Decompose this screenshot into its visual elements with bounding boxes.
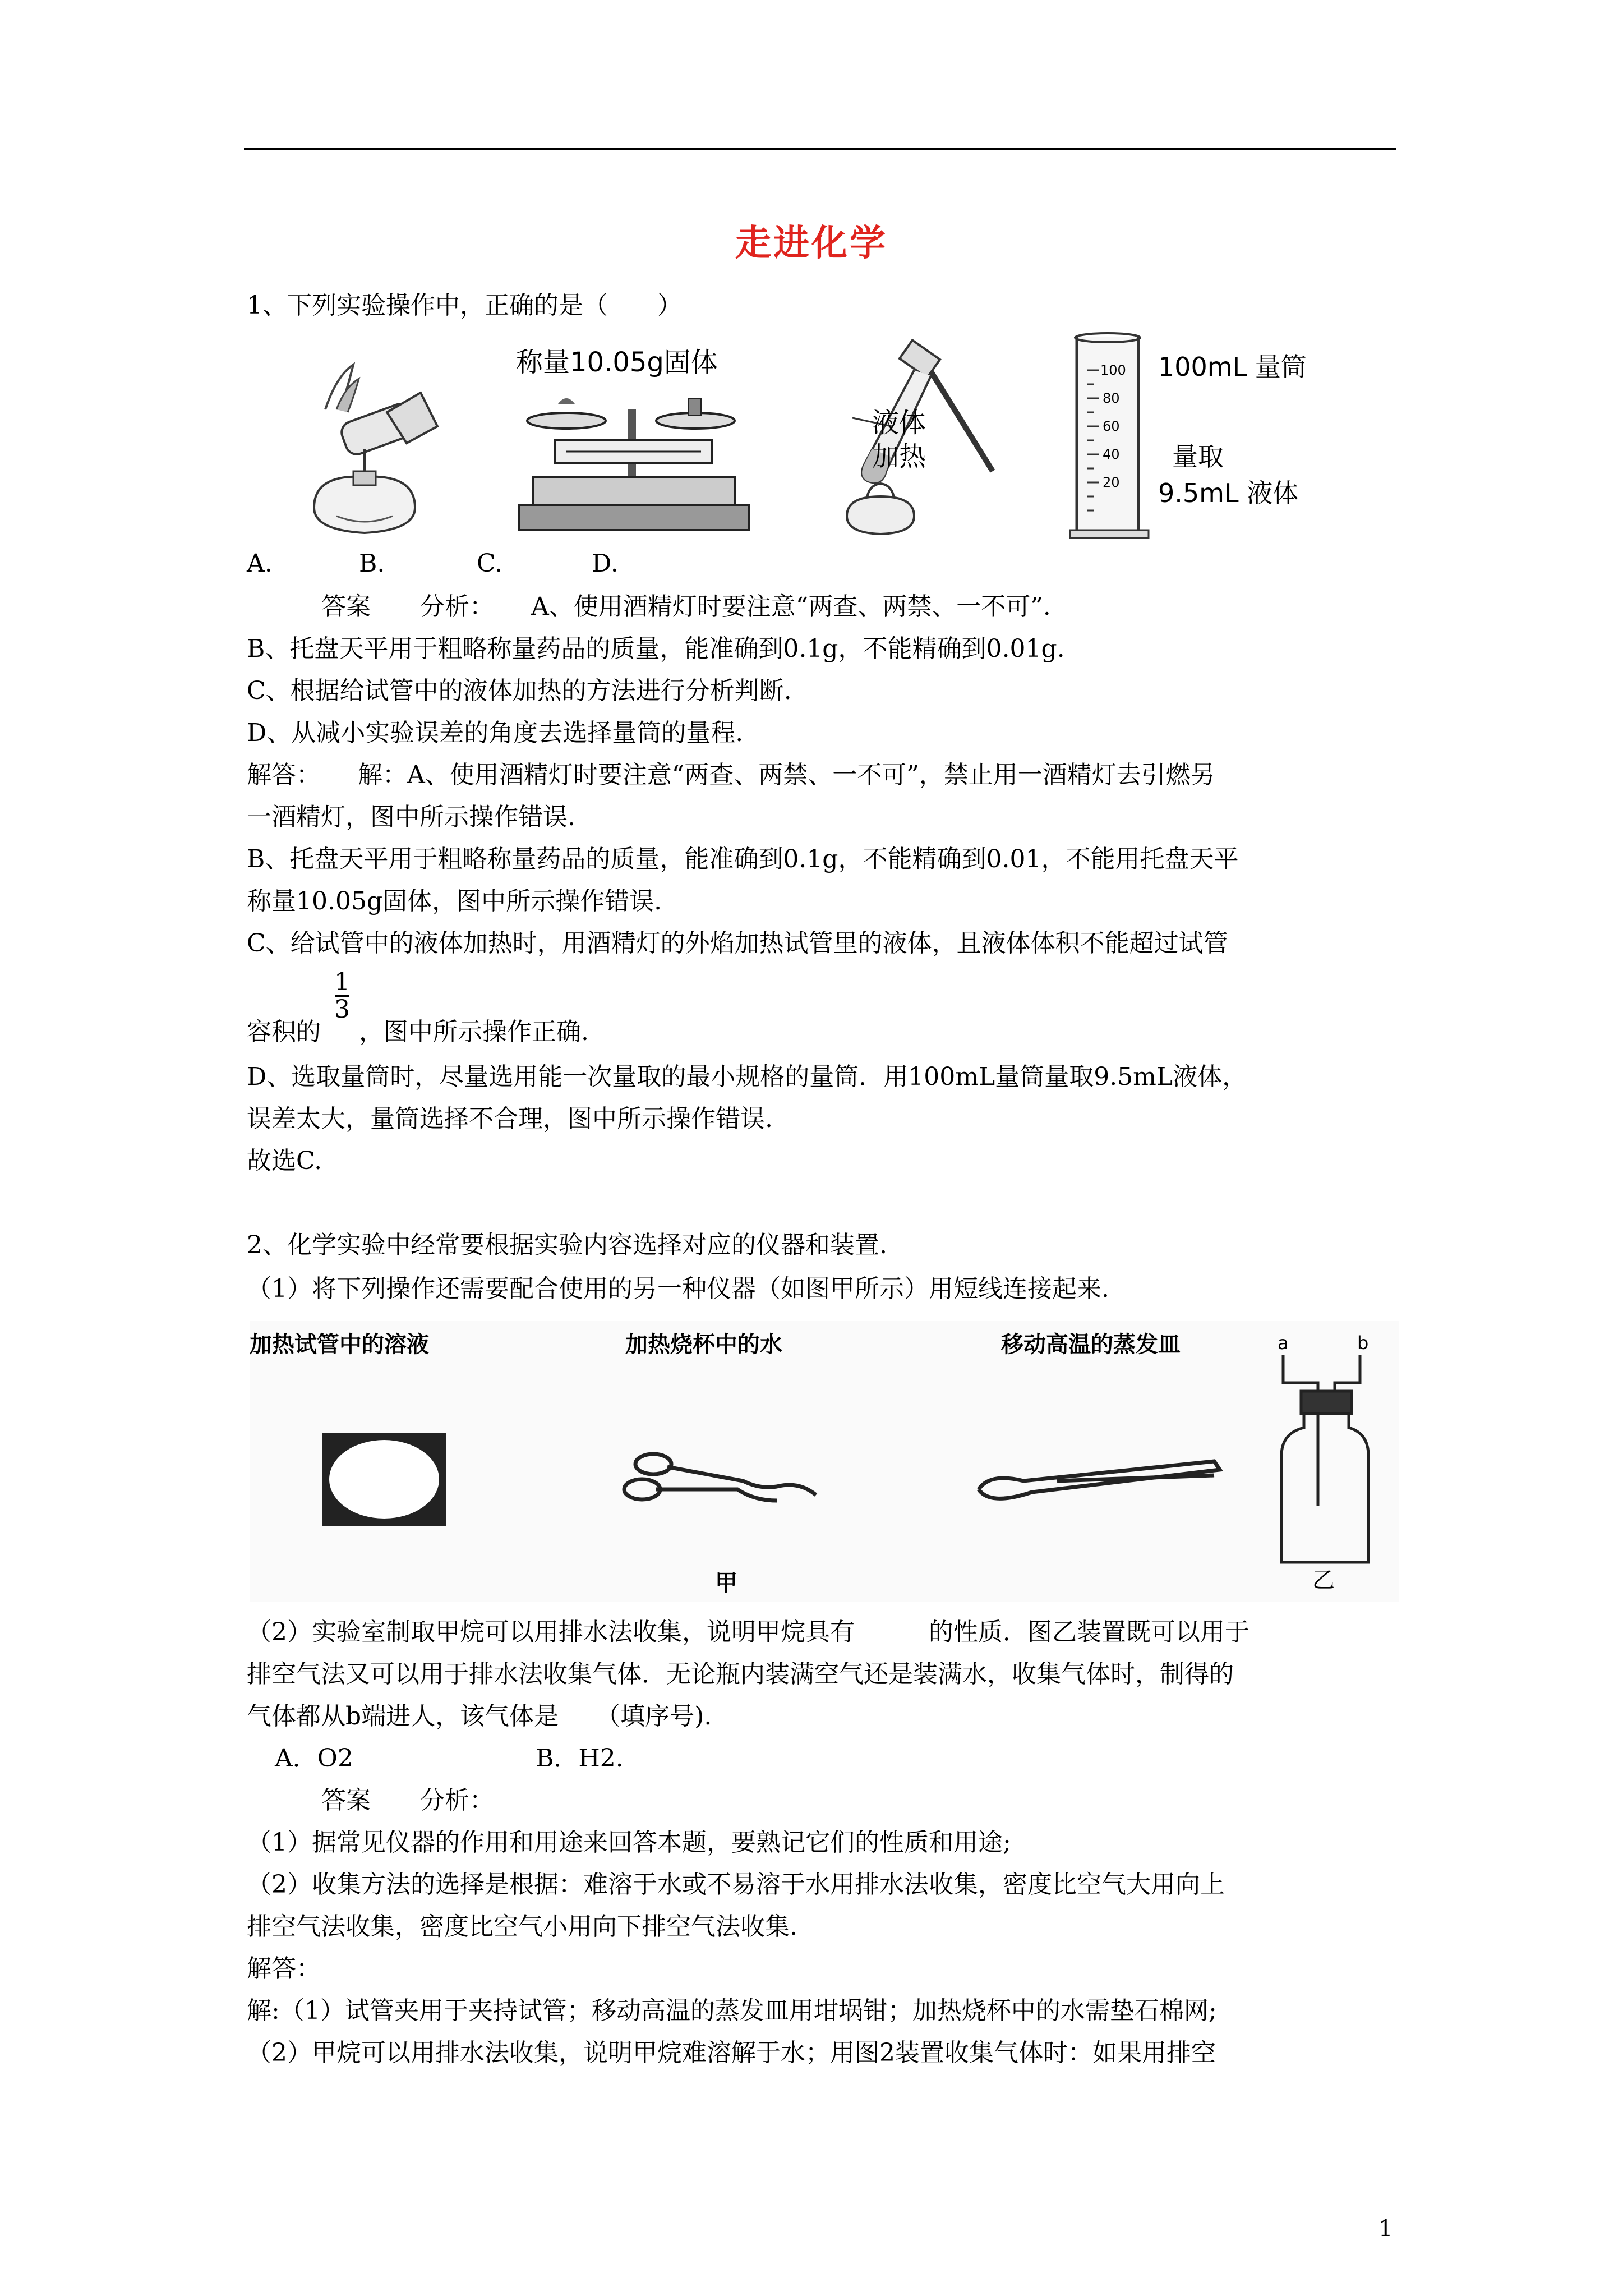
q2-part-2-line-1: （2）实验室制取甲烷可以用排水法收集，说明甲烷具有 的性质．图乙装置既可以用于 bbox=[247, 1618, 1249, 1646]
fig-op-2: 加热烧杯中的水 bbox=[625, 1332, 782, 1358]
cylinder-tick-20: 20 bbox=[1103, 475, 1120, 490]
page-title: 走进化学 bbox=[735, 222, 888, 264]
q1-stem: 1、下列实验操作中，正确的是（ ） bbox=[247, 291, 682, 320]
q1-analysis-c: C、根据给试管中的液体加热的方法进行分析判断. bbox=[247, 677, 792, 705]
cylinder-tick-80: 80 bbox=[1103, 390, 1120, 406]
option-b: B. bbox=[359, 549, 385, 578]
q1-solution-b-2: 称量10.05g固体，图中所示操作错误. bbox=[247, 887, 662, 915]
q1-solution-d-2: 误差太大，量筒选择不合理，图中所示操作错误. bbox=[247, 1105, 773, 1133]
figure-d-label-1: 100mL 量筒 bbox=[1158, 352, 1307, 382]
q1-solution-c-1: C、给试管中的液体加热时，用酒精灯的外焰加热试管里的液体，且液体体积不能超过试管 bbox=[247, 929, 1228, 958]
q2-analysis-2-line-1: （2）收集方法的选择是根据：难溶于水或不易溶于水用排水法收集，密度比空气大用向上 bbox=[247, 1870, 1225, 1899]
q1-solution-c-2-pre: 容积的 bbox=[247, 1018, 321, 1046]
q1-solution-c-2-post: ，图中所示操作正确. bbox=[359, 1018, 589, 1046]
fig-op-3: 移动高温的蒸发皿 bbox=[1001, 1332, 1181, 1358]
cylinder-tick-40: 40 bbox=[1103, 447, 1120, 462]
q2-analysis-2-line-2: 排空气法收集，密度比空气小用向下排空气法收集. bbox=[247, 1912, 797, 1941]
q1-analysis-b: B、托盘天平用于粗略称量药品的质量，能准确到0.1g，不能精确到0.01g. bbox=[247, 634, 1065, 663]
figure-d-cylinder bbox=[1066, 331, 1312, 541]
q2-solution-1: 解:（1）试管夹用于夹持试管；移动高温的蒸发皿用坩埚钳；加热烧杯中的水需垫石棉网; bbox=[247, 1996, 1217, 2025]
figure-d-label-3: 9.5mL 液体 bbox=[1158, 478, 1299, 508]
figure-a-alcohol-lamp bbox=[303, 359, 454, 541]
fig-port-b: b bbox=[1357, 1332, 1369, 1354]
figure-b-label: 称量10.05g固体 bbox=[516, 347, 718, 378]
fig-label-yi: 乙 bbox=[1312, 1567, 1335, 1593]
q2-part-2-line-2: 排空气法又可以用于排水法收集气体．无论瓶内装满空气还是装满水，收集气体时，制得的 bbox=[247, 1660, 1234, 1688]
fig-op-1: 加热试管中的溶液 bbox=[250, 1332, 429, 1358]
fraction-one-third bbox=[334, 969, 351, 1023]
page-number: 1 bbox=[1378, 2216, 1393, 2242]
figure-q2-instruments bbox=[250, 1321, 1399, 1602]
figure-c-label-2: 加热 bbox=[872, 441, 926, 472]
fig-port-a: a bbox=[1278, 1332, 1289, 1354]
figure-b-balance bbox=[510, 342, 757, 536]
cylinder-tick-60: 60 bbox=[1103, 418, 1120, 434]
option-a: A. bbox=[247, 549, 273, 578]
q2-analysis-head: 答案 分析： bbox=[321, 1786, 494, 1815]
figure-c-label-1: 液体 bbox=[872, 407, 926, 439]
figure-c-heating-tube bbox=[819, 337, 1009, 539]
fraction-denominator: 3 bbox=[334, 995, 350, 1024]
q2-analysis-1: （1）据常见仪器的作用和用途来回答本题，要熟记它们的性质和用途; bbox=[247, 1828, 1011, 1857]
asbestos-gauze-icon bbox=[322, 1433, 446, 1526]
figure-d-label-2: 量取 bbox=[1172, 441, 1224, 472]
q2-option-b: B．H2. bbox=[536, 1744, 624, 1773]
q1-solution-b-1: B、托盘天平用于粗略称量药品的质量，能准确到0.1g，不能精确到0.01，不能用托盘天平 bbox=[247, 845, 1239, 873]
option-d: D. bbox=[592, 549, 619, 578]
q1-final-answer: 故选C. bbox=[247, 1147, 322, 1175]
q1-solution-a-2: 一酒精灯，图中所示操作错误. bbox=[247, 803, 575, 831]
q2-part-1: （1）将下列操作还需要配合使用的另一种仪器（如图甲所示）用短线连接起来. bbox=[247, 1274, 1109, 1303]
q1-solution-a-1: 解答： 解：A、使用酒精灯时要注意“两查、两禁、一不可”，禁止用一酒精灯去引燃另 bbox=[247, 761, 1215, 789]
q1-analysis-d: D、从减小实验误差的角度去选择量筒的量程. bbox=[247, 719, 744, 747]
q2-option-a: A．O2 bbox=[275, 1744, 353, 1773]
cylinder-tick-100: 100 bbox=[1100, 362, 1126, 378]
q1-analysis-head: 答案 分析： A、使用酒精灯时要注意“两查、两禁、一不可”. bbox=[321, 592, 1051, 621]
fig-label-jia: 甲 bbox=[715, 1570, 737, 1596]
q2-solution-head: 解答： bbox=[247, 1954, 321, 1983]
header-rule bbox=[244, 148, 1396, 150]
fraction-numerator: 1 bbox=[334, 968, 350, 996]
q2-part-2-line-3: 气体都从b端进人，该气体是 （填序号). bbox=[247, 1702, 712, 1731]
q2-stem: 2、化学实验中经常要根据实验内容选择对应的仪器和装置. bbox=[247, 1231, 887, 1259]
q1-solution-d-1: D、选取量筒时，尽量选用能一次量取的最小规格的量筒．用100mL量筒量取9.5mL液体， bbox=[247, 1062, 1247, 1091]
option-c: C. bbox=[477, 549, 503, 578]
q2-solution-2: （2）甲烷可以用排水法收集，说明甲烷难溶解于水；用图2装置收集气体时：如果用排空 bbox=[247, 2039, 1216, 2067]
